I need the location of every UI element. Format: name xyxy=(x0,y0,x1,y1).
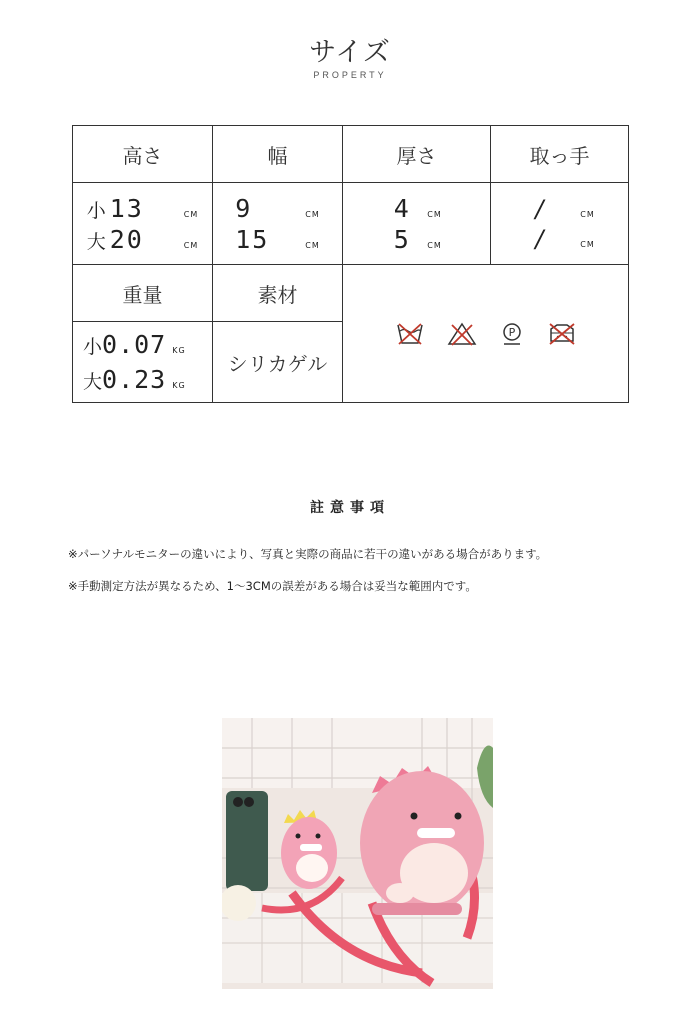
unit-label: CM xyxy=(305,209,320,219)
no-tumble-dry-icon xyxy=(547,321,577,347)
header-depth: 厚さ xyxy=(343,126,491,183)
small-prefix: 小 xyxy=(83,336,103,358)
unit-label: KG xyxy=(172,346,186,355)
material-value: シリカゲル xyxy=(213,322,343,403)
svg-text:P: P xyxy=(508,325,515,339)
header-handle: 取っ手 xyxy=(491,126,629,183)
unit-label: CM xyxy=(183,209,199,219)
height-large-value: 20 xyxy=(109,224,144,254)
unit-label: CM xyxy=(427,209,442,219)
dry-clean-p-icon xyxy=(499,321,525,347)
no-wash-icon xyxy=(395,321,425,347)
page-subtitle: PROPERTY xyxy=(313,70,387,80)
height-cell xyxy=(73,183,213,265)
unit-label: CM xyxy=(427,240,442,250)
care-icons xyxy=(343,321,628,347)
care-cell xyxy=(343,265,629,403)
header-material: 素材 xyxy=(213,265,343,322)
unit-label: KG xyxy=(172,381,186,390)
product-photo xyxy=(222,718,493,989)
width-cell xyxy=(213,183,343,265)
weight-small-value: 0.07 xyxy=(102,330,167,359)
unit-label: CM xyxy=(580,209,595,219)
width-large-value: 15 xyxy=(235,224,270,254)
size-spec-table xyxy=(72,125,629,403)
notice-line: ※パーソナルモニターの違いにより、写真と実際の商品に若干の違いがある場合があります。 xyxy=(68,547,548,561)
header-width: 幅 xyxy=(213,126,343,183)
depth-cell xyxy=(343,183,491,265)
large-prefix: 大 xyxy=(86,230,106,253)
handle-small-value: / xyxy=(535,194,544,223)
header-weight: 重量 xyxy=(73,265,213,322)
header-height: 高さ xyxy=(73,126,213,183)
unit-label: CM xyxy=(305,240,320,250)
handle-cell xyxy=(491,183,629,265)
weight-cell xyxy=(73,322,213,403)
height-small-value: 13 xyxy=(109,193,144,223)
width-small-value: 9 xyxy=(235,193,253,223)
page-title: サイズ xyxy=(309,37,391,68)
notice-line: ※手動測定方法が異なるため、1〜3CMの誤差がある場合は妥当な範囲内です。 xyxy=(68,579,477,593)
notice-title: 註意事項 xyxy=(310,500,390,516)
small-prefix: 小 xyxy=(86,199,106,222)
depth-large-value: 5 xyxy=(393,224,411,254)
depth-small-value: 4 xyxy=(393,193,411,223)
unit-label: CM xyxy=(580,239,595,249)
unit-label: CM xyxy=(183,240,199,250)
weight-large-value: 0.23 xyxy=(102,365,167,394)
handle-large-value: / xyxy=(535,224,544,253)
large-prefix: 大 xyxy=(83,371,103,393)
no-bleach-icon xyxy=(447,321,477,347)
